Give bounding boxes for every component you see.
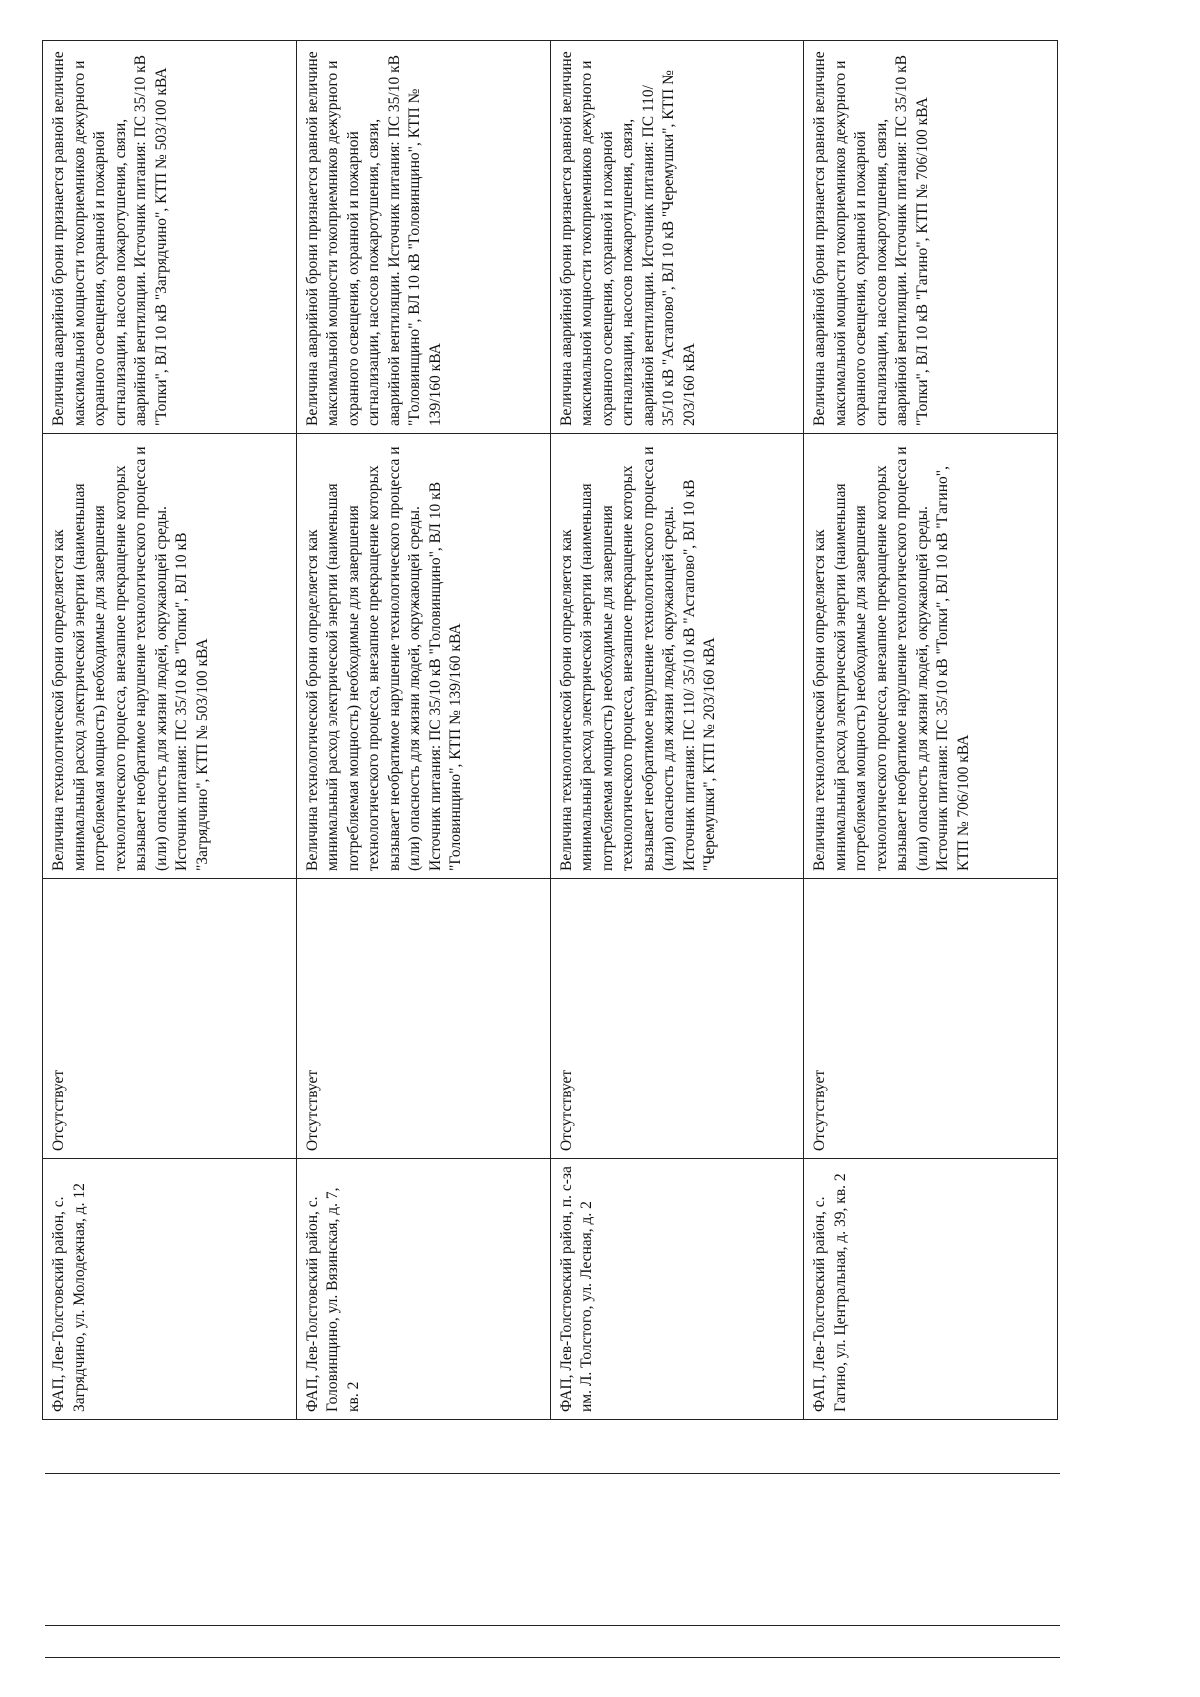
- table-row: [804, 41, 1058, 1420]
- status-cell: Отсутствует: [43, 879, 297, 1159]
- power-reserve-table: [42, 40, 1058, 1420]
- rotated-page: [42, 40, 1058, 1420]
- table-row: [43, 41, 297, 1420]
- emergency-reserve-cell: Величина аварийной брони признается равной величине максимальной мощности токоприемников дежурного и охранного освещения, охранной и пожарной сигнализации, насосов пожаротушения, связи, аварийной вентиляции. Источник питания: ПС 35/10 кВ "Топки", ВЛ 10 кВ "Загрядчино", КТП № 503/100 кВА: [43, 41, 297, 434]
- technological-reserve-cell: Величина технологической брони определяется как минимальный расход электрической энергии (наименьшая потребляемая мощность) необходимые для завершения технологического процесса, внезапное прекращение которых вызывает необратимое нарушение технологического процесса и (или) опасность для жизни людей, окружающей среды. Источник питания: ПС 110/ 35/10 кВ "Астапово", ВЛ 10 кВ "Черемушки", КТП № 203/160 кВА: [550, 434, 804, 879]
- reserve-table-container: [42, 40, 1058, 1420]
- technological-reserve-cell: Величина технологической брони определяется как минимальный расход электрической энергии (наименьшая потребляемая мощность) необходимые для завершения технологического процесса, внезапное прекращение которых вызывает необратимое нарушение технологического процесса и (или) опасность для жизни людей, окружающей среды. Источник питания: ПС 35/10 кВ "Топки", ВЛ 10 кВ "Гагино", КТП № 706/100 кВА: [804, 434, 1058, 879]
- technological-reserve-cell: Величина технологической брони определяется как минимальный расход электрической энергии (наименьшая потребляемая мощность) необходимые для завершения технологического процесса, внезапное прекращение которых вызывает необратимое нарушение технологического процесса и (или) опасность для жизни людей, окружающей среды. Источник питания: ПС 35/10 кВ "Топки", ВЛ 10 кВ "Загрядчино", КТП № 503/100 кВА: [43, 434, 297, 879]
- rule-line: [45, 1657, 1060, 1658]
- status-cell: Отсутствует: [804, 879, 1058, 1159]
- technological-reserve-cell: Величина технологической брони определяется как минимальный расход электрической энергии (наименьшая потребляемая мощность) необходимые для завершения технологического процесса, внезапное прекращение которых вызывает необратимое нарушение технологического процесса и (или) опасность для жизни людей, окружающей среды. Источник питания: ПС 35/10 кВ "Головинщино", ВЛ 10 кВ "Головинщино", КТП № 139/160 кВА: [296, 434, 550, 879]
- facility-address-cell: ФАП, Лев-Толстовский район, п. с-за им. Л. Толстого, ул. Лесная, д. 2: [550, 1159, 804, 1420]
- table-row: [296, 41, 550, 1420]
- facility-address-cell: ФАП, Лев-Толстовский район, с. Гагино, ул. Центральная, д. 39, кв. 2: [804, 1159, 1058, 1420]
- emergency-reserve-cell: Величина аварийной брони признается равной величине максимальной мощности токоприемников дежурного и охранного освещения, охранной и пожарной сигнализации, насосов пожаротушения, связи, аварийной вентиляции. Источник питания: ПС 110/ 35/10 кВ "Астапово", ВЛ 10 кВ "Черемушки", КТП № 203/160 кВА: [550, 41, 804, 434]
- rule-line: [45, 1625, 1060, 1626]
- emergency-reserve-cell: Величина аварийной брони признается равной величине максимальной мощности токоприемников дежурного и охранного освещения, охранной и пожарной сигнализации, насосов пожаротушения, связи, аварийной вентиляции. Источник питания: ПС 35/10 кВ "Топки", ВЛ 10 кВ "Гагино", КТП № 706/100 кВА: [804, 41, 1058, 434]
- facility-address-cell: ФАП, Лев-Толстовский район, с. Головинщино, ул. Вязинская, д. 7, кв. 2: [296, 1159, 550, 1420]
- status-cell: Отсутствует: [550, 879, 804, 1159]
- table-row: [550, 41, 804, 1420]
- emergency-reserve-cell: Величина аварийной брони признается равной величине максимальной мощности токоприемников дежурного и охранного освещения, охранной и пожарной сигнализации, насосов пожаротушения, связи, аварийной вентиляции. Источник питания: ПС 35/10 кВ "Головинщино", ВЛ 10 кВ "Головинщино", КТП № 139/160 кВА: [296, 41, 550, 434]
- status-cell: Отсутствует: [296, 879, 550, 1159]
- rule-line: [45, 1473, 1060, 1474]
- facility-address-cell: ФАП, Лев-Толстовский район, с. Загрядчино, ул. Молодежная, д. 12: [43, 1159, 297, 1420]
